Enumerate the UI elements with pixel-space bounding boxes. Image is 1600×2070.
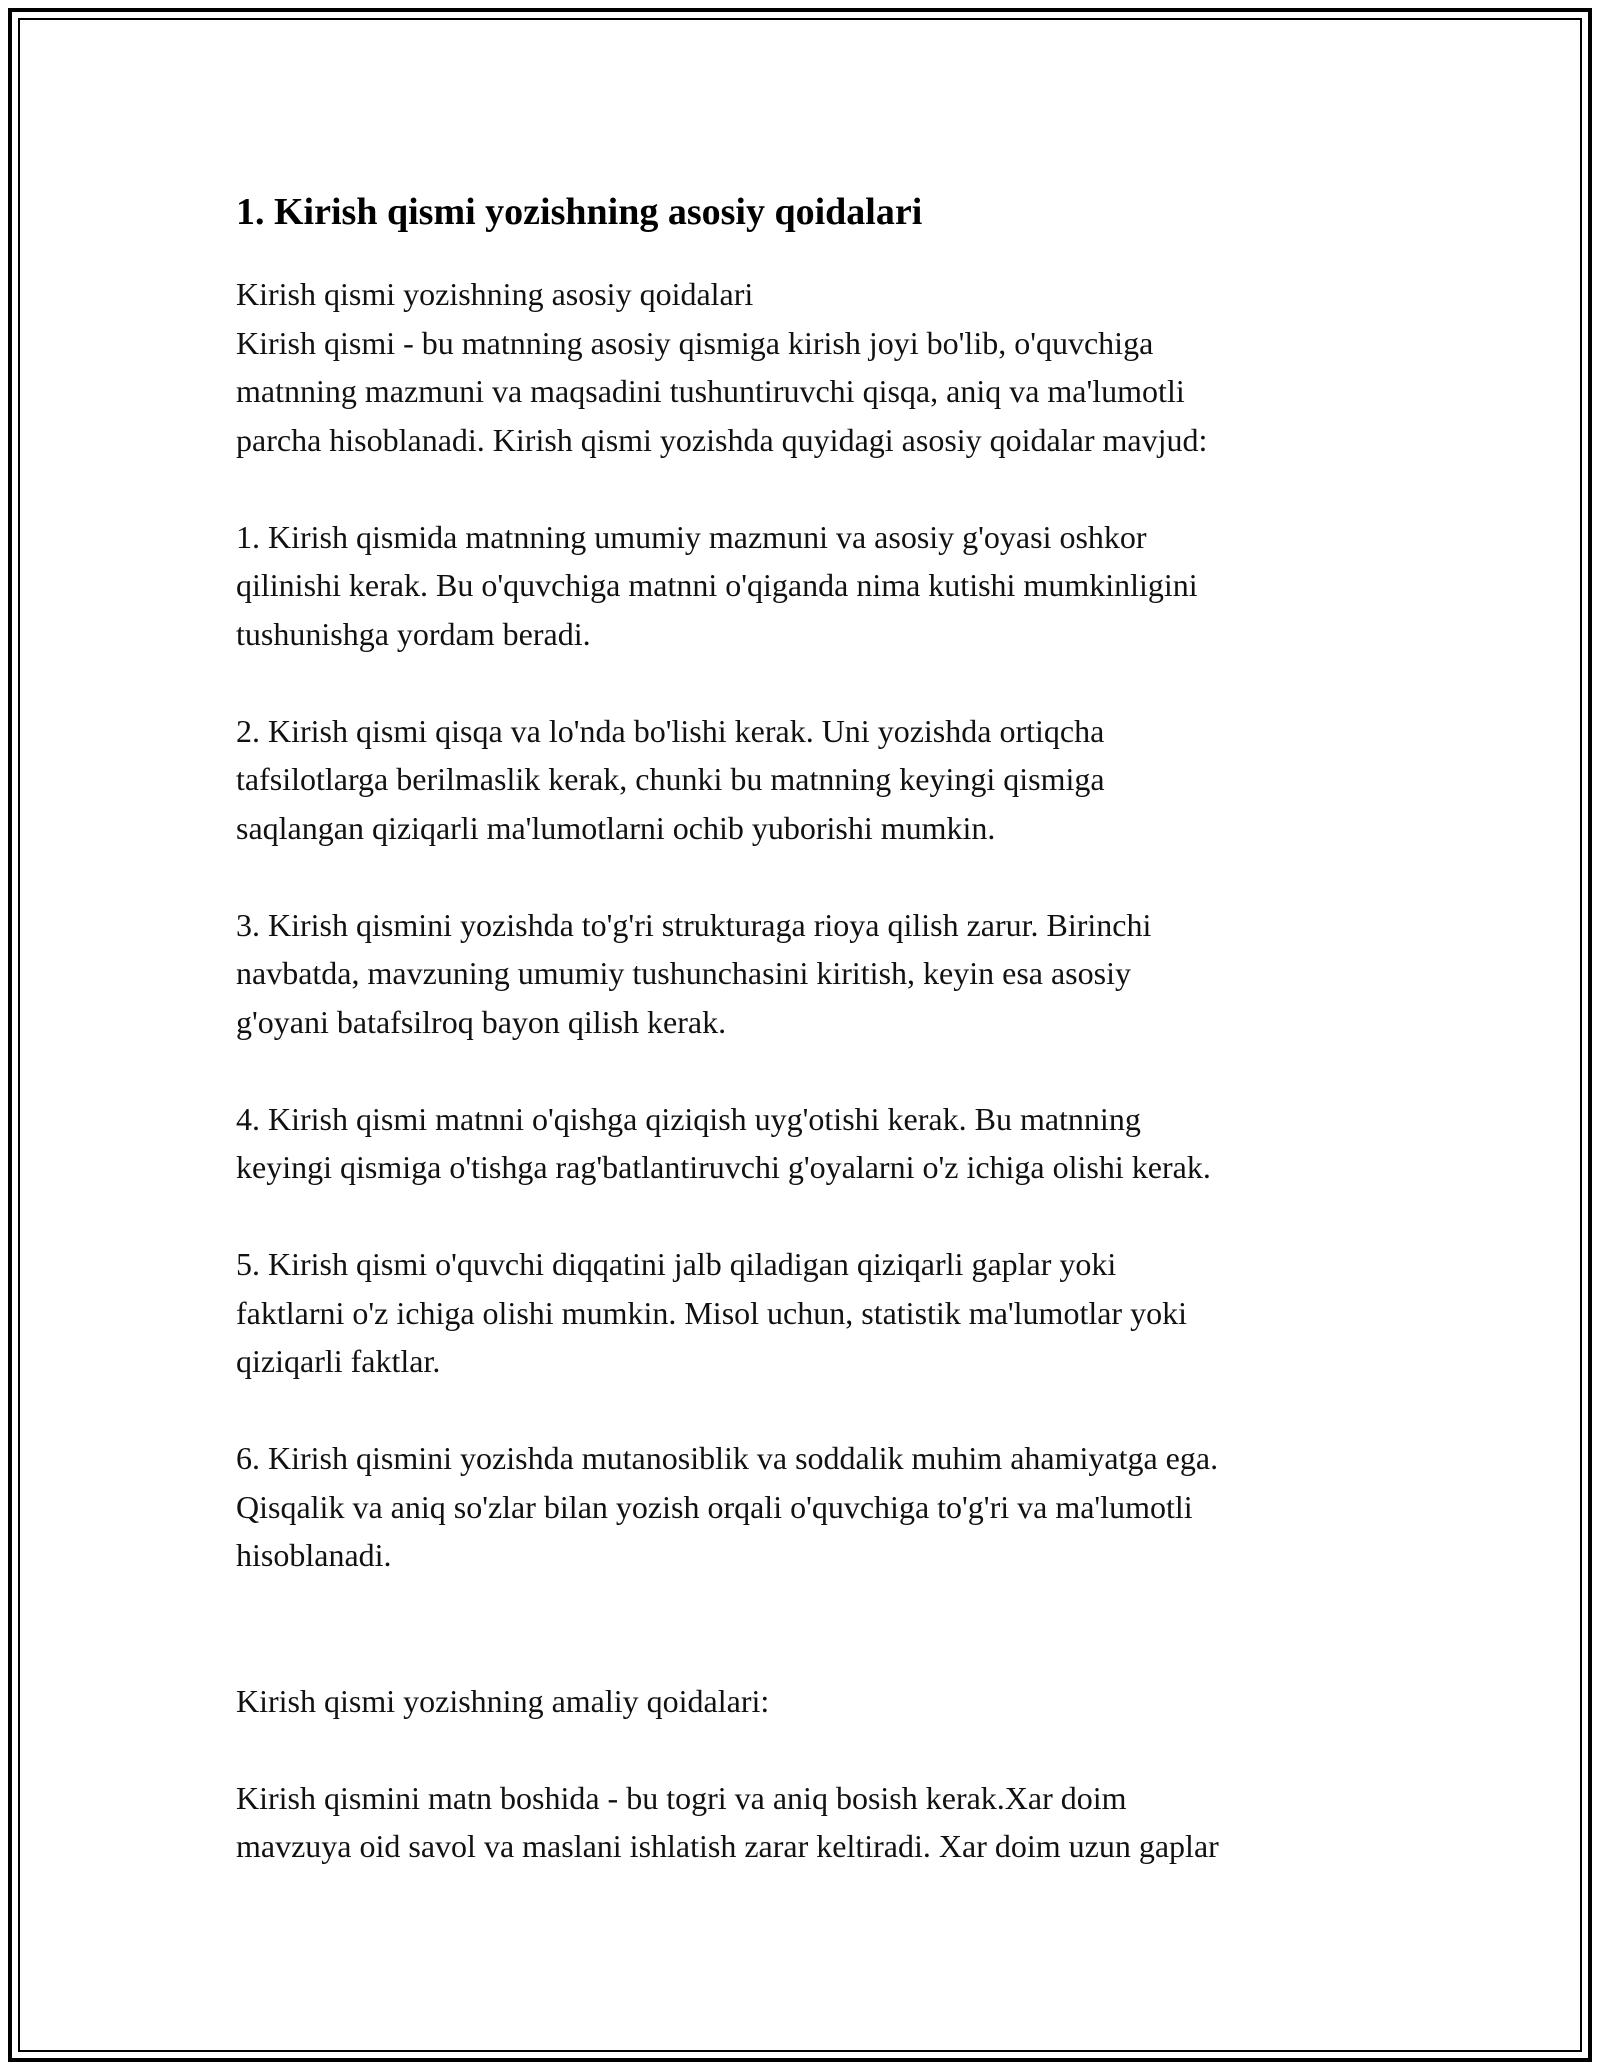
rule-3 — [236, 901, 1416, 1047]
paragraph-gap — [236, 1725, 1416, 1774]
section-heading: 1. Kirish qismi yozishning asosiy qoidalari — [236, 191, 923, 233]
rule-line: faktlarni o'z ichiga olishi mumkin. Misol uchun, statistik ma'lumotlar yoki — [236, 1294, 1187, 1331]
practical-line: Kirish qismini matn boshida - bu togri va aniq bosish kerak.Xar doim — [236, 1779, 1127, 1816]
rule-line: 5. Kirish qismi o'quvchi diqqatini jalb qiladigan qiziqarli gaplar yoki — [236, 1246, 1117, 1282]
paragraph-gap — [236, 1192, 1416, 1241]
rule-4 — [236, 1095, 1416, 1192]
rule-line: 2. Kirish qismi qisqa va lo'nda bo'lishi kerak. Uni yozishda ortiqcha — [236, 712, 1105, 749]
rule-line: hisoblanadi. — [236, 1537, 392, 1573]
paragraph-gap — [236, 1046, 1416, 1095]
rule-line: 4. Kirish qismi matnni o'qishga qiziqish uyg'otishi kerak. Bu matnning — [236, 1100, 1141, 1137]
intro-title-line: Kirish qismi yozishning asosiy qoidalari — [236, 276, 754, 312]
section-gap — [236, 1580, 1416, 1677]
paragraph-gap — [236, 464, 1416, 513]
rule-line: keyingi qismiga o'tishga rag'batlantiruvchi g'oyalarni o'z ichiga olishi kerak. — [236, 1149, 1211, 1185]
rule-line: saqlangan qiziqarli ma'lumotlarni ochib yuborishi mumkin. — [236, 809, 996, 846]
rule-1 — [236, 513, 1416, 659]
rule-line: g'oyani batafsilroq bayon qilish kerak. — [236, 1003, 727, 1040]
rule-line: qilinishi kerak. Bu o'quvchiga matnni o'qiganda nima kutishi mumkinligini — [236, 567, 1198, 603]
rule-line: tafsilotlarga berilmaslik kerak, chunki bu matnning keyingi qismiga — [236, 761, 1105, 797]
practical-title: Kirish qismi yozishning amaliy qoidalari: — [236, 1682, 770, 1719]
rule-line: qiziqarli faktlar. — [236, 1343, 441, 1379]
intro-line: matnning mazmuni va maqsadini tushuntiruvchi qisqa, aniq va ma'lumotli — [236, 373, 1185, 409]
rule-6 — [236, 1434, 1416, 1580]
paragraph-gap — [236, 1386, 1416, 1435]
paragraph-gap — [236, 658, 1416, 707]
rule-line: 6. Kirish qismini yozishda mutanosiblik va soddalik muhim ahamiyatga ega. — [236, 1440, 1219, 1476]
paragraph-gap — [236, 852, 1416, 901]
rule-line: navbatda, mavzuning umumiy tushunchasini kiritish, keyin esa asosiy — [236, 955, 1131, 991]
rule-5 — [236, 1240, 1416, 1386]
practical-block — [236, 1774, 1416, 1871]
practical-line: mavzuya oid savol va maslani ishlatish zarar keltiradi. Xar doim uzun gaplar — [236, 1828, 1219, 1864]
intro-line: parcha hisoblanadi. Kirish qismi yozishda quyidagi asosiy qoidalar mavjud: — [236, 421, 1208, 458]
rule-line: 1. Kirish qismida matnning umumiy mazmuni va asosiy g'oyasi oshkor — [236, 518, 1147, 555]
intro-line: Kirish qismi - bu matnning asosiy qismiga kirish joyi bo'lib, o'quvchiga — [236, 324, 1154, 361]
rule-line: 3. Kirish qismini yozishda to'g'ri strukturaga rioya qilish zarur. Birinchi — [236, 906, 1152, 943]
rule-line: Qisqalik va aniq so'zlar bilan yozish orqali o'quvchiga to'g'ri va ma'lumotli — [236, 1488, 1193, 1525]
intro-block — [236, 270, 1416, 464]
rule-2 — [236, 707, 1416, 853]
rule-line: tushunishga yordam beradi. — [236, 615, 591, 652]
document-page — [236, 188, 1416, 1871]
